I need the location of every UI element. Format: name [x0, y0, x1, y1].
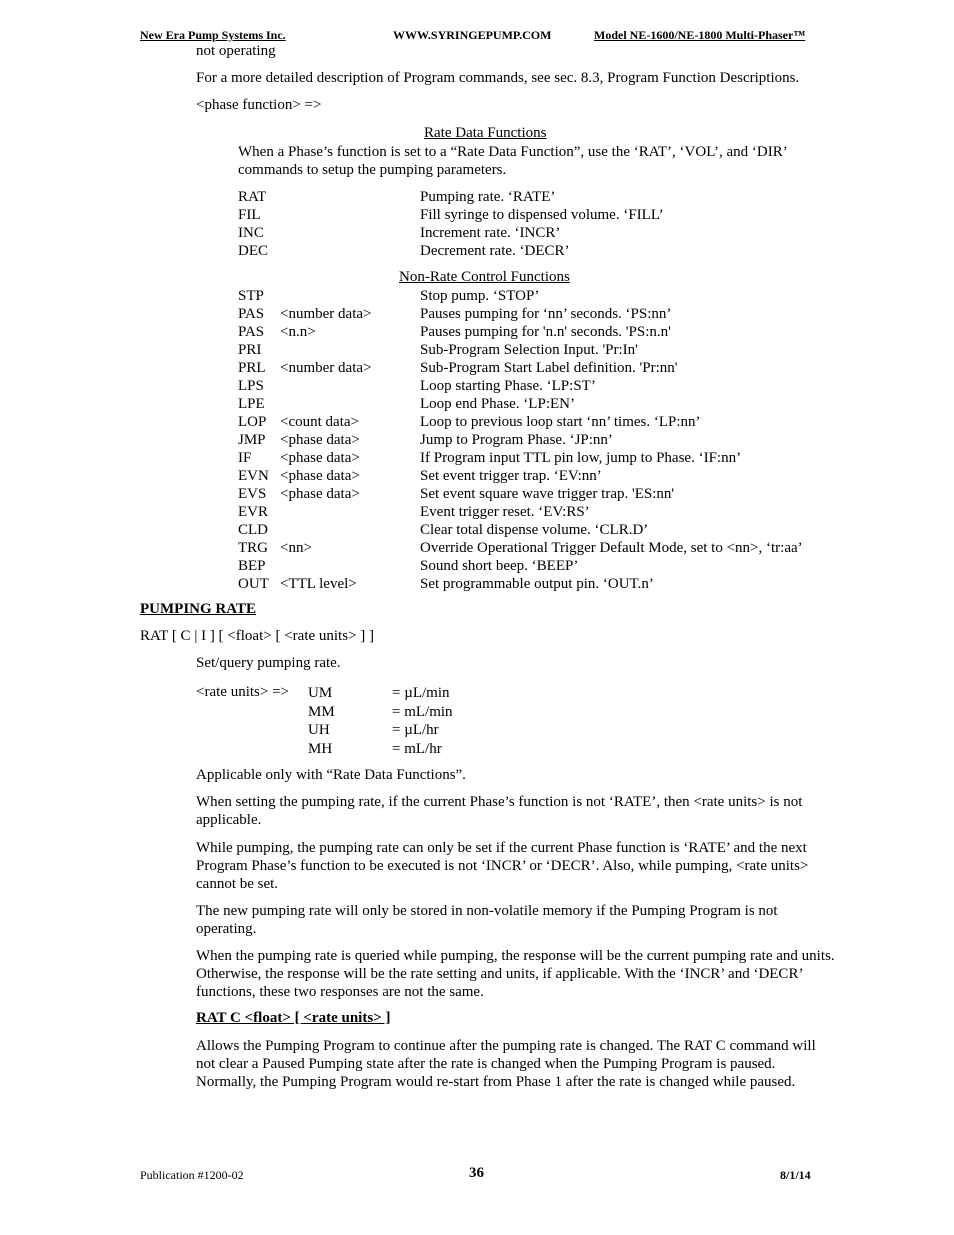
unit-code: MH: [308, 740, 333, 757]
command-description: Set event square wave trigger trap. 'ES:nn': [420, 486, 675, 502]
command-code: TRG: [238, 540, 268, 556]
set-query-text: Set/query pumping rate.: [196, 655, 341, 671]
table-row: [238, 206, 838, 224]
command-description: Event trigger reset. ‘EV:RS’: [420, 504, 590, 520]
paragraph-nonvolatile: The new pumping rate will only be stored in non-volatile memory if the Pumping Program is not operating.: [196, 903, 778, 937]
command-code: INC: [238, 225, 264, 241]
command-argument: <phase data>: [280, 432, 360, 448]
command-description: Clear total dispense volume. ‘CLR.D’: [420, 522, 649, 538]
list-item: [308, 740, 608, 758]
command-description: Increment rate. ‘INCR’: [420, 225, 561, 241]
table-row: [238, 359, 838, 377]
unit-value: = mL/hr: [392, 740, 442, 757]
command-argument: <phase data>: [280, 486, 360, 502]
command-code: PAS: [238, 306, 265, 322]
command-code: EVN: [238, 468, 269, 484]
command-description: If Program input TTL pin low, jump to Phase. ‘IF:nn’: [420, 450, 742, 466]
command-description: Override Operational Trigger Default Mode, set to <nn>, ‘tr:aa’: [420, 540, 803, 556]
footer-publication: Publication #1200-02: [140, 1168, 244, 1182]
rat-syntax: RAT [ C | I ] [ <float> [ <rate units> ] ]: [140, 628, 375, 644]
footer-date: 8/1/14: [780, 1168, 811, 1182]
unit-value: = µL/min: [392, 685, 450, 701]
command-code: OUT: [238, 576, 269, 592]
command-argument: <nn>: [280, 540, 312, 556]
paragraph-query-response: When the pumping rate is queried while pumping, the response will be the current pumping rate and units. Otherwise, the response will be the rate setting and units, if applicable. With the ‘INCR’ and ‘DECR’ functions, these two responses are not the same.: [196, 948, 835, 1000]
unit-code: UM: [308, 685, 333, 701]
unit-code: MM: [308, 703, 335, 720]
command-code: EVS: [238, 486, 267, 502]
command-description: Decrement rate. ‘DECR’: [420, 243, 570, 259]
table-row: [238, 305, 838, 323]
command-description: Sub-Program Selection Input. 'Pr:In': [420, 342, 638, 358]
nonrate-section-title: Non-Rate Control Functions: [399, 269, 570, 285]
command-code: PAS: [238, 324, 265, 340]
table-row: [238, 242, 838, 260]
table-row: [238, 575, 838, 593]
list-item: [308, 721, 608, 739]
command-code: CLD: [238, 522, 268, 538]
table-row: [238, 413, 838, 431]
command-code: DEC: [238, 243, 268, 259]
command-code: PRL: [238, 360, 266, 376]
command-code: IF: [238, 450, 252, 466]
command-description: Set event trigger trap. ‘EV:nn’: [420, 468, 602, 484]
page-number: 36: [469, 1165, 484, 1181]
table-row: [238, 431, 838, 449]
table-row: [238, 557, 838, 575]
command-description: Set programmable output pin. ‘OUT.n’: [420, 576, 654, 592]
command-argument: <number data>: [280, 360, 372, 376]
rate-section-title: Rate Data Functions: [424, 125, 547, 141]
paragraph-rat-c: Allows the Pumping Program to continue after the pumping rate is changed. The RAT C command will not clear a Paused Pumping state after the rate is changed when the Pumping Program is paused. Normally, the Pumping Program would re-start from Phase 1 after the rate is changed while paused.: [196, 1038, 816, 1090]
command-description: Pauses pumping for ‘nn’ seconds. ‘PS:nn’: [420, 306, 672, 322]
command-code: PRI: [238, 342, 262, 358]
table-row: [238, 467, 838, 485]
command-description: Sub-Program Start Label definition. 'Pr:nn': [420, 360, 678, 376]
description-reference: For a more detailed description of Program commands, see sec. 8.3, Program Function Descriptions.: [196, 70, 800, 86]
command-argument: <TTL level>: [280, 576, 357, 592]
paragraph-while-pumping: While pumping, the pumping rate can only be set if the current Phase function is ‘RATE’ and the next Program Phase’s function to be executed is not ‘INCR’ or ‘DECR’. Also, while pumping, <rate units> cannot be set.: [196, 840, 809, 892]
header-company: New Era Pump Systems Inc.: [140, 28, 286, 42]
command-code: EVR: [238, 504, 268, 520]
header-website: WWW.SYRINGEPUMP.COM: [393, 28, 552, 42]
command-code: STP: [238, 288, 264, 304]
unit-code: UH: [308, 722, 330, 738]
unit-value: = mL/min: [392, 703, 453, 720]
command-code: FIL: [238, 207, 261, 223]
table-row: [238, 224, 838, 242]
command-description: Fill syringe to dispensed volume. ‘FILL’: [420, 207, 664, 223]
command-description: Stop pump. ‘STOP’: [420, 288, 540, 304]
command-code: LOP: [238, 414, 267, 430]
command-code: RAT: [238, 189, 267, 205]
command-description: Loop to previous loop start ‘nn’ times. ‘LP:nn’: [420, 414, 701, 430]
command-description: Sound short beep. ‘BEEP’: [420, 558, 579, 574]
paragraph-setting-rate: When setting the pumping rate, if the current Phase’s function is not ‘RATE’, then <rate units> is not applicable.: [196, 794, 803, 828]
table-row: [238, 449, 838, 467]
table-row: [238, 323, 838, 341]
rat-c-heading: RAT C <float> [ <rate units> ]: [196, 1010, 391, 1026]
table-row: [238, 188, 838, 206]
command-code: JMP: [238, 432, 266, 448]
table-row: [238, 539, 838, 557]
command-argument: <phase data>: [280, 468, 360, 484]
command-argument: <n.n>: [280, 324, 316, 340]
table-row: [238, 287, 838, 305]
table-row: [238, 521, 838, 539]
command-code: BEP: [238, 558, 266, 574]
header-model: Model NE-1600/NE-1800 Multi-Phaser™: [594, 28, 806, 42]
command-description: Loop starting Phase. ‘LP:ST’: [420, 378, 596, 394]
command-argument: <number data>: [280, 306, 372, 322]
table-row: [238, 341, 838, 359]
list-item: [308, 684, 608, 702]
command-code: LPE: [238, 396, 265, 412]
command-description: Jump to Program Phase. ‘JP:nn’: [420, 432, 613, 448]
table-row: [238, 395, 838, 413]
table-row: [238, 503, 838, 521]
unit-value: = µL/hr: [392, 722, 439, 738]
continued-line: not operating: [196, 43, 276, 59]
command-code: LPS: [238, 378, 264, 394]
command-argument: <count data>: [280, 414, 359, 430]
command-description: Pumping rate. ‘RATE’: [420, 189, 556, 205]
table-row: [238, 377, 838, 395]
list-item: [308, 703, 608, 721]
pumping-rate-heading: PUMPING RATE: [140, 601, 256, 617]
table-row: [238, 485, 838, 503]
paragraph-applicable: Applicable only with “Rate Data Functions”.: [196, 767, 466, 783]
rate-section-intro: When a Phase’s function is set to a “Rate Data Function”, use the ‘RAT’, ‘VOL’, and ‘DIR’ commands to setup the pumping parameters.: [238, 144, 787, 178]
command-argument: <phase data>: [280, 450, 360, 466]
command-description: Loop end Phase. ‘LP:EN’: [420, 396, 575, 412]
command-description: Pauses pumping for 'n.n' seconds. 'PS:n.n': [420, 324, 671, 340]
phase-function-label: <phase function> =>: [196, 97, 322, 113]
rate-units-label: <rate units> =>: [196, 684, 289, 700]
